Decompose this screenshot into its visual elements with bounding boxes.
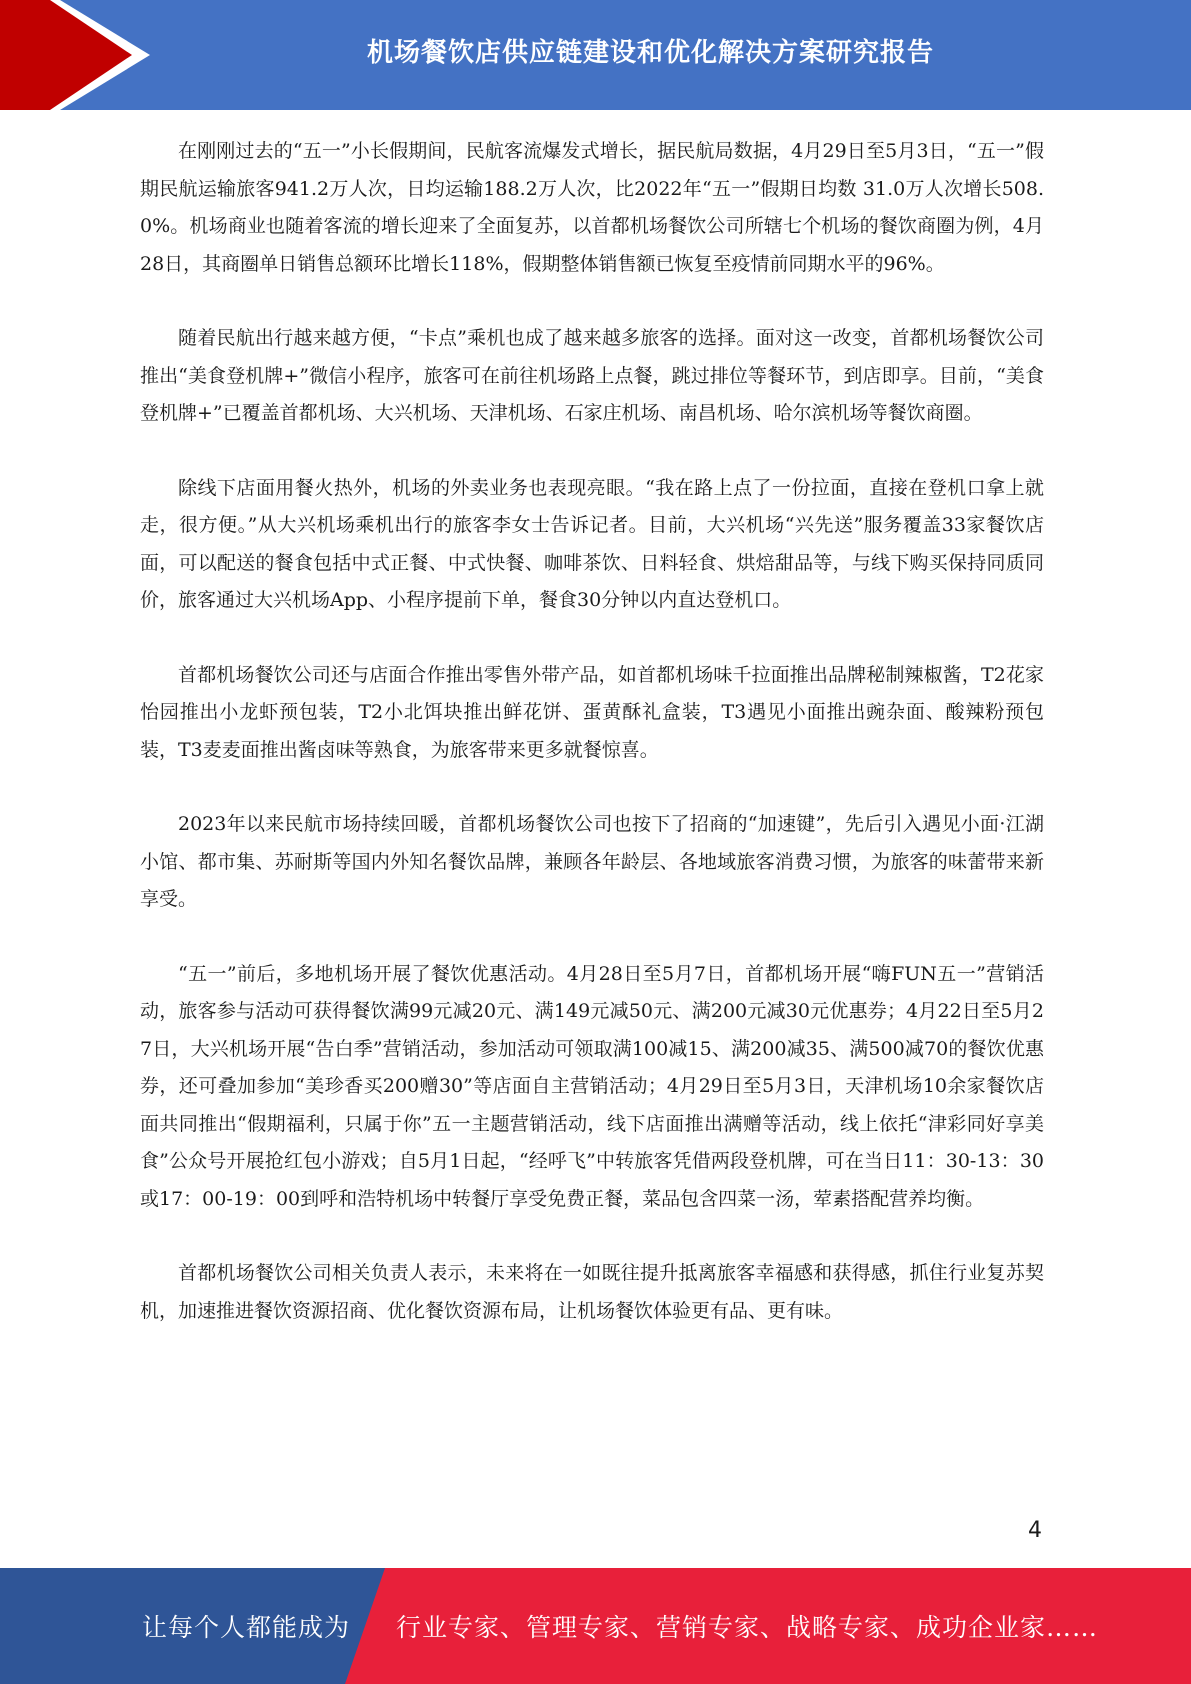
footer-slogan-left: 让每个人都能成为 xyxy=(142,1613,351,1642)
footer-banner xyxy=(0,1568,1191,1684)
paragraph: 随着民航出行越来越方便，“卡点”乘机也成了越来越多旅客的选择。面对这一改变，首都机场餐饮公司推出“美食登机牌+”微信小程序，旅客可在前往机场路上点餐，跳过排位等餐环节，到店即享。目前，“美食登机牌+”已覆盖首都机场、大兴机场、天津机场、石家庄机场、南昌机场、哈尔滨机场等餐饮商圈。 xyxy=(140,327,1044,424)
paragraph: 在刚刚过去的“五一”小长假期间，民航客流爆发式增长，据民航局数据，4月29日至5月3日，“五一”假期民航运输旅客941.2万人次，日均运输188.2万人次，比2022年“五一”假期日均数 31.0万人次增长508.0%。机场商业也随着客流的增长迎来了全面复苏，以首都机场餐饮公司所辖七个机场的餐饮商圈为例，4月28日，其商圈单日销售总额环比增长118%，假期整体销售额已恢复至疫情前同期水平的96%。 xyxy=(140,140,1044,275)
paragraph: “五一”前后，多地机场开展了餐饮优惠活动。4月28日至5月7日，首都机场开展“嗨FUN五一”营销活动，旅客参与活动可获得餐饮满99元减20元、满149元减50元、满200元减30元优惠券；4月22日至5月27日，大兴机场开展“告白季”营销活动，参加活动可领取满100减15、满200减35、满500减70的餐饮优惠券，还可叠加参加“美珍香买200赠30”等店面自主营销活动；4月29日至5月3日，天津机场10余家餐饮店面共同推出“假期福利，只属于你”五一主题营销活动，线下店面推出满赠等活动，线上依托“津彩同好享美食”公众号开展抢红包小游戏；自5月1日起，“经呼飞”中转旅客凭借两段登机牌，可在当日11：30-13：30或17：00-19：00到呼和浩特机场中转餐厅享受免费正餐，菜品包含四菜一汤，荤素搭配营养均衡。 xyxy=(140,962,1044,1210)
paragraph: 首都机场餐饮公司相关负责人表示，未来将在一如既往提升抵离旅客幸福感和获得感，抓住行业复苏契机，加速推进餐饮资源招商、优化餐饮资源布局，让机场餐饮体验更有品、更有味。 xyxy=(140,1262,1044,1322)
chevron-arrow-icon xyxy=(0,0,160,110)
article-body xyxy=(140,133,1044,1367)
header-banner xyxy=(0,0,1191,110)
paragraph: 首都机场餐饮公司还与店面合作推出零售外带产品，如首都机场味千拉面推出品牌秘制辣椒酱，T2花家怡园推出小龙虾预包装，T2小北饵块推出鲜花饼、蛋黄酥礼盒装，T3遇见小面推出豌杂面、酸辣粉预包装，T3麦麦面推出酱卤味等熟食，为旅客带来更多就餐惊喜。 xyxy=(140,663,1044,761)
page-number: 4 xyxy=(1028,1518,1042,1543)
footer-slogan-right: 行业专家、管理专家、营销专家、战略专家、成功企业家…… xyxy=(396,1613,1099,1642)
page-title: 机场餐饮店供应链建设和优化解决方案研究报告 xyxy=(366,37,934,68)
paragraph: 2023年以来民航市场持续回暖，首都机场餐饮公司也按下了招商的“加速键”，先后引入遇见小面·江湖小馆、都市集、苏耐斯等国内外知名餐饮品牌，兼顾各年龄层、各地域旅客消费习惯，为旅客的味蕾带来新享受。 xyxy=(140,813,1044,910)
paragraph: 除线下店面用餐火热外，机场的外卖业务也表现亮眼。“我在路上点了一份拉面，直接在登机口拿上就走，很方便。”从大兴机场乘机出行的旅客李女士告诉记者。目前，大兴机场“兴先送”服务覆盖33家餐饮店面，可以配送的餐食包括中式正餐、中式快餐、咖啡茶饮、日料轻食、烘焙甜品等，与线下购买保持同质同价，旅客通过大兴机场App、小程序提前下单，餐食30分钟以内直达登机口。 xyxy=(140,476,1044,611)
